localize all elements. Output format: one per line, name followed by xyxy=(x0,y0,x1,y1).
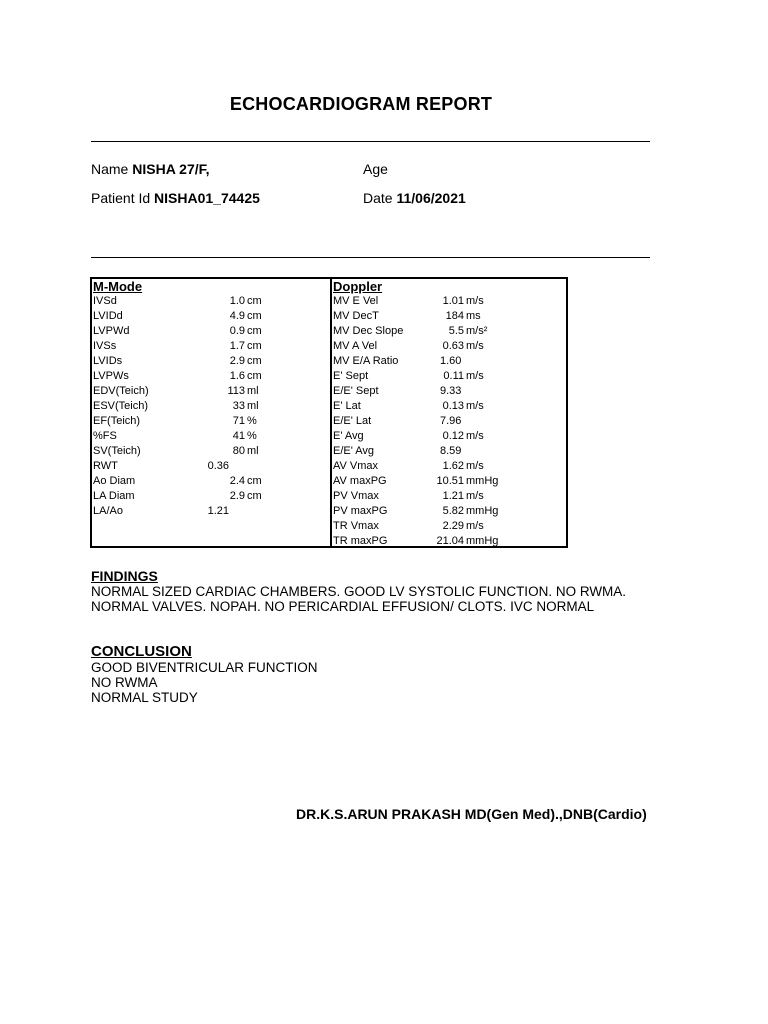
doppler-unit: ms xyxy=(466,310,481,322)
mmode-unit: ml xyxy=(247,400,259,412)
doppler-unit: mmHg xyxy=(466,505,499,517)
mmode-label: IVSs xyxy=(93,340,117,352)
doppler-row xyxy=(332,339,566,354)
doppler-value: 1.60 xyxy=(440,355,462,367)
mmode-value: 1.0 xyxy=(229,295,245,307)
doppler-row xyxy=(332,474,566,489)
doppler-value: 1.21 xyxy=(442,490,464,502)
mmode-row xyxy=(92,294,328,309)
mmode-value: 1.21 xyxy=(207,505,229,517)
patient-id xyxy=(91,190,260,206)
doppler-unit: m/s xyxy=(466,430,484,442)
doppler-row xyxy=(332,309,566,324)
doppler-value: 21.04 xyxy=(436,535,464,547)
mmode-unit: cm xyxy=(247,475,262,487)
mmode-label: LVIDs xyxy=(93,355,123,367)
mmode-value: 113 xyxy=(227,385,245,397)
doppler-label: AV Vmax xyxy=(333,460,379,472)
report-title: ECHOCARDIOGRAM REPORT xyxy=(229,94,493,114)
doppler-row xyxy=(332,369,566,384)
doppler-value: 184 xyxy=(445,310,464,322)
mmode-label: SV(Teich) xyxy=(93,445,141,457)
doppler-label: MV E/A Ratio xyxy=(333,355,399,367)
mmode-unit: ml xyxy=(247,385,259,397)
mmode-column xyxy=(92,279,328,519)
date-label: Date xyxy=(363,190,393,206)
conclusion-line-3: NORMAL STUDY xyxy=(91,690,198,705)
doppler-value: 8.59 xyxy=(440,445,462,457)
doppler-value: 0.63 xyxy=(442,340,464,352)
doppler-label: TR maxPG xyxy=(333,535,388,547)
doppler-value: 5.5 xyxy=(448,325,464,337)
divider-top xyxy=(91,141,650,142)
doppler-label: E' Sept xyxy=(333,370,369,382)
mmode-row xyxy=(92,309,328,324)
mmode-value: 80 xyxy=(232,445,245,457)
name-label: Name xyxy=(91,161,129,177)
mmode-value: 1.7 xyxy=(229,340,245,352)
doppler-row xyxy=(332,294,566,309)
mmode-value: 2.4 xyxy=(229,475,245,487)
findings-section xyxy=(91,568,626,614)
mmode-row xyxy=(92,489,328,504)
doppler-label: PV maxPG xyxy=(333,505,388,517)
mmode-row xyxy=(92,414,328,429)
doppler-unit: mmHg xyxy=(466,535,499,547)
doppler-label: E/E' Sept xyxy=(333,385,379,397)
mmode-unit: % xyxy=(247,430,257,442)
mmode-label: LVIDd xyxy=(93,310,123,322)
doppler-label: TR Vmax xyxy=(333,520,379,532)
conclusion-heading: CONCLUSION xyxy=(91,643,192,660)
mmode-unit: cm xyxy=(247,310,262,322)
doppler-row xyxy=(332,504,566,519)
doppler-column xyxy=(332,279,566,549)
mmode-value: 71 xyxy=(232,415,245,427)
doppler-value: 7.96 xyxy=(440,415,462,427)
doppler-label: AV maxPG xyxy=(333,475,387,487)
divider-middle xyxy=(91,257,650,258)
mmode-unit: cm xyxy=(247,295,262,307)
mmode-value: 2.9 xyxy=(229,490,245,502)
mmode-row xyxy=(92,459,328,474)
doppler-unit: m/s xyxy=(466,370,484,382)
mmode-value: 33 xyxy=(232,400,245,412)
doppler-label: MV DecT xyxy=(333,310,379,322)
doppler-value: 10.51 xyxy=(436,475,464,487)
mmode-row xyxy=(92,474,328,489)
conclusion-line-1: GOOD BIVENTRICULAR FUNCTION xyxy=(91,660,318,675)
doppler-row xyxy=(332,414,566,429)
age-label: Age xyxy=(363,161,388,177)
doppler-value: 2.29 xyxy=(442,520,464,532)
name-value: NISHA 27/F, xyxy=(132,161,210,177)
doppler-label: E' Avg xyxy=(333,430,364,442)
report-date xyxy=(363,190,466,206)
mmode-label: EDV(Teich) xyxy=(93,385,149,397)
mmode-unit: cm xyxy=(247,490,262,502)
doppler-row xyxy=(332,399,566,414)
mmode-label: LVPWd xyxy=(93,325,130,337)
patient-id-value: NISHA01_74425 xyxy=(154,190,260,206)
mmode-unit: cm xyxy=(247,340,262,352)
mmode-label: %FS xyxy=(93,430,117,442)
doppler-row xyxy=(332,444,566,459)
doppler-unit: mmHg xyxy=(466,475,499,487)
doppler-unit: m/s xyxy=(466,460,484,472)
doppler-unit: m/s xyxy=(466,520,484,532)
conclusion-section xyxy=(91,643,318,705)
doppler-unit: m/s xyxy=(466,295,484,307)
doppler-row xyxy=(332,354,566,369)
doppler-row xyxy=(332,489,566,504)
date-value: 11/06/2021 xyxy=(396,190,466,206)
doppler-label: PV Vmax xyxy=(333,490,379,502)
mmode-row xyxy=(92,339,328,354)
doppler-label: MV A Vel xyxy=(333,340,378,352)
mmode-value: 2.9 xyxy=(229,355,245,367)
doppler-unit: m/s xyxy=(466,340,484,352)
measurements-table xyxy=(90,277,568,548)
mmode-value: 41 xyxy=(232,430,245,442)
mmode-row xyxy=(92,369,328,384)
mmode-row xyxy=(92,354,328,369)
doppler-row xyxy=(332,429,566,444)
mmode-unit: cm xyxy=(247,370,262,382)
doppler-row xyxy=(332,519,566,534)
doppler-label: MV Dec Slope xyxy=(333,325,404,337)
mmode-row xyxy=(92,324,328,339)
doppler-label: MV E Vel xyxy=(333,295,379,307)
mmode-label: LA/Ao xyxy=(93,505,123,517)
mmode-label: EF(Teich) xyxy=(93,415,141,427)
mmode-row xyxy=(92,429,328,444)
conclusion-line-2: NO RWMA xyxy=(91,675,158,690)
mmode-row xyxy=(92,504,328,519)
mmode-unit: cm xyxy=(247,355,262,367)
doctor-signature: DR.K.S.ARUN PRAKASH MD(Gen Med).,DNB(Cardio) xyxy=(296,806,647,822)
doppler-value: 5.82 xyxy=(442,505,464,517)
mmode-value: 0.9 xyxy=(229,325,245,337)
mmode-label: IVSd xyxy=(93,295,117,307)
mmode-unit: ml xyxy=(247,445,259,457)
mmode-label: Ao Diam xyxy=(93,475,136,487)
doppler-label: E' Lat xyxy=(333,400,361,412)
doppler-label: E/E' Avg xyxy=(333,445,375,457)
doppler-row xyxy=(332,324,566,339)
patient-id-label: Patient Id xyxy=(91,190,151,206)
mmode-label: ESV(Teich) xyxy=(93,400,149,412)
doppler-unit: m/s² xyxy=(466,325,488,337)
doppler-value: 0.11 xyxy=(443,370,464,382)
findings-line-2: NORMAL VALVES. NOPAH. NO PERICARDIAL EFFUSION/ CLOTS. IVC NORMAL xyxy=(91,599,595,614)
mmode-row xyxy=(92,384,328,399)
mmode-value: 1.6 xyxy=(229,370,245,382)
doppler-value: 0.12 xyxy=(442,430,464,442)
doppler-value: 9.33 xyxy=(440,385,462,397)
mmode-label: LVPWs xyxy=(93,370,129,382)
mmode-unit: % xyxy=(247,415,257,427)
findings-line-1: NORMAL SIZED CARDIAC CHAMBERS. GOOD LV SYSTOLIC FUNCTION. NO RWMA. xyxy=(91,584,627,599)
doppler-unit: m/s xyxy=(466,490,484,502)
mmode-row xyxy=(92,444,328,459)
doppler-value: 1.62 xyxy=(442,460,464,472)
mmode-row xyxy=(92,399,328,414)
mmode-label: LA Diam xyxy=(93,490,135,502)
doppler-row xyxy=(332,534,566,549)
mmode-value: 0.36 xyxy=(207,460,229,472)
doppler-row xyxy=(332,384,566,399)
doppler-unit: m/s xyxy=(466,400,484,412)
patient-name xyxy=(91,161,210,177)
mmode-value: 4.9 xyxy=(229,310,245,322)
doppler-heading: Doppler xyxy=(333,279,383,294)
doppler-value: 1.01 xyxy=(442,295,464,307)
mmode-unit: cm xyxy=(247,325,262,337)
doppler-row xyxy=(332,459,566,474)
doppler-label: E/E' Lat xyxy=(333,415,372,427)
mmode-label: RWT xyxy=(93,460,118,472)
mmode-heading: M-Mode xyxy=(93,279,143,294)
findings-heading: FINDINGS xyxy=(91,568,158,584)
doppler-value: 0.13 xyxy=(442,400,464,412)
